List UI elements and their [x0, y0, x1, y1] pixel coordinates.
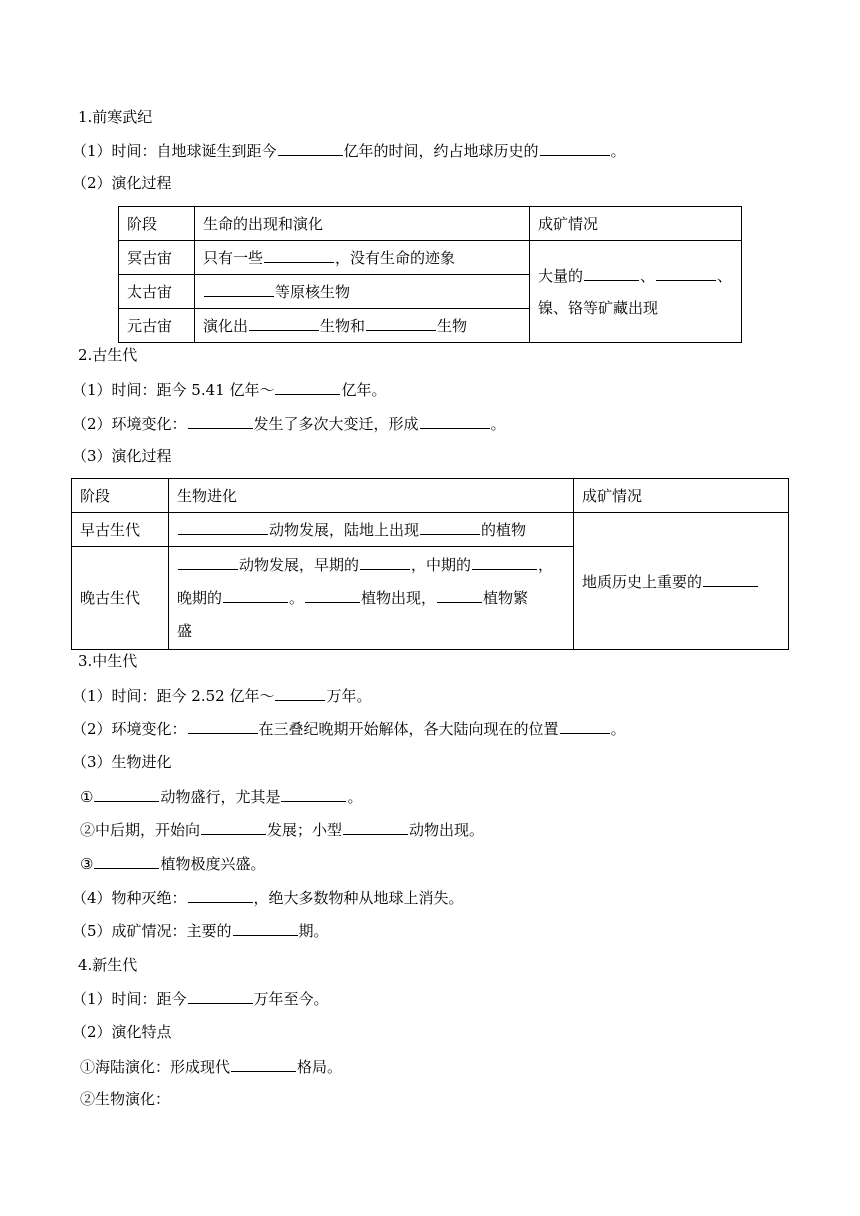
blank[interactable] — [343, 819, 408, 835]
stage-cell: 元古宙 — [119, 309, 195, 343]
section-3-heading: 3.中生代 — [78, 652, 138, 670]
blank[interactable] — [178, 519, 268, 535]
s2-env-line: （2）环境变化： 发生了多次大变迁，形成 。 — [72, 415, 506, 433]
section-2-heading: 2.古生代 — [78, 346, 138, 364]
blank[interactable] — [94, 786, 159, 802]
s4-time-line: （1）时间：距今 万年至今。 — [72, 990, 329, 1008]
table-header: 成矿情况 — [530, 207, 742, 241]
s3-mineral-line: （5）成矿情况：主要的 期。 — [72, 922, 329, 940]
evolution-cell: 等原核生物 — [195, 275, 530, 309]
table-header: 阶段 — [119, 207, 195, 241]
blank[interactable] — [275, 685, 325, 701]
blank[interactable] — [188, 718, 258, 734]
blank[interactable] — [233, 920, 298, 936]
blank[interactable] — [275, 379, 340, 395]
table-header: 生命的出现和演化 — [195, 207, 530, 241]
blank[interactable] — [560, 718, 610, 734]
blank[interactable] — [204, 281, 274, 297]
blank[interactable] — [584, 265, 639, 281]
s3-bio1-line: ① 动物盛行，尤其是 。 — [80, 788, 363, 806]
blank[interactable] — [223, 587, 288, 603]
blank[interactable] — [231, 1056, 296, 1072]
table-header: 阶段 — [72, 479, 169, 513]
evolution-cell: 动物发展，陆地上出现 的植物 — [169, 513, 574, 547]
s3-extinct-line: （4）物种灭绝： ，绝大多数物种从地球上消失。 — [72, 889, 464, 907]
blank[interactable] — [366, 315, 436, 331]
s1-evo-heading: （2）演化过程 — [72, 174, 172, 192]
blank[interactable] — [281, 786, 346, 802]
s2-evo-heading: （3）演化过程 — [72, 447, 172, 465]
blank[interactable] — [472, 554, 537, 570]
s3-time-line: （1）时间：距今 2.52 亿年～ 万年。 — [72, 687, 372, 705]
section-1-heading: 1.前寒武纪 — [78, 108, 153, 126]
blank[interactable] — [178, 554, 238, 570]
blank[interactable] — [703, 571, 758, 587]
blank[interactable] — [437, 587, 482, 603]
blank[interactable] — [420, 519, 480, 535]
evolution-cell: 演化出 生物和 生物 — [195, 309, 530, 343]
stage-cell: 冥古宙 — [119, 241, 195, 275]
blank[interactable] — [278, 140, 343, 156]
blank[interactable] — [201, 819, 266, 835]
blank[interactable] — [656, 265, 716, 281]
blank[interactable] — [305, 587, 360, 603]
blank[interactable] — [94, 853, 159, 869]
table-header: 成矿情况 — [574, 479, 789, 513]
mineral-cell: 大量的 、 、 镍、铬等矿藏出现 — [530, 241, 742, 343]
table-header: 生物进化 — [169, 479, 574, 513]
blank[interactable] — [188, 988, 253, 1004]
s3-bio2-line: ②中后期，开始向 发展；小型 动物出现。 — [80, 821, 485, 839]
blank[interactable] — [360, 554, 410, 570]
precambrian-table — [118, 206, 742, 343]
s4-bio-line: ②生物演化： — [80, 1090, 171, 1108]
s2-time-line: （1）时间：距今 5.41 亿年～ 亿年。 — [72, 381, 387, 399]
evolution-cell: 动物发展，早期的 ，中期的 ， 晚期的 。 植物出现， 植物繁 盛 — [169, 547, 574, 650]
paleozoic-table — [71, 478, 789, 650]
blank[interactable] — [188, 887, 253, 903]
evolution-cell: 只有一些 ，没有生命的迹象 — [195, 241, 530, 275]
s4-feat-heading: （2）演化特点 — [72, 1023, 172, 1041]
stage-cell: 早古生代 — [72, 513, 169, 547]
s4-sea-line: ①海陆演化：形成现代 格局。 — [80, 1058, 343, 1076]
mineral-cell: 地质历史上重要的 — [574, 513, 789, 650]
blank[interactable] — [420, 413, 490, 429]
blank[interactable] — [540, 140, 610, 156]
s1-time-line: （1）时间：自地球诞生到距今 亿年的时间，约占地球历史的 。 — [72, 142, 626, 160]
stage-cell: 太古宙 — [119, 275, 195, 309]
s3-bio-heading: （3）生物进化 — [72, 753, 172, 771]
s3-env-line: （2）环境变化： 在三叠纪晚期开始解体，各大陆向现在的位置 。 — [72, 720, 626, 738]
blank[interactable] — [264, 247, 334, 263]
stage-cell: 晚古生代 — [72, 547, 169, 650]
blank[interactable] — [188, 413, 253, 429]
s3-bio3-line: ③ 植物极度兴盛。 — [80, 855, 266, 873]
blank[interactable] — [249, 315, 319, 331]
section-4-heading: 4.新生代 — [78, 956, 138, 974]
